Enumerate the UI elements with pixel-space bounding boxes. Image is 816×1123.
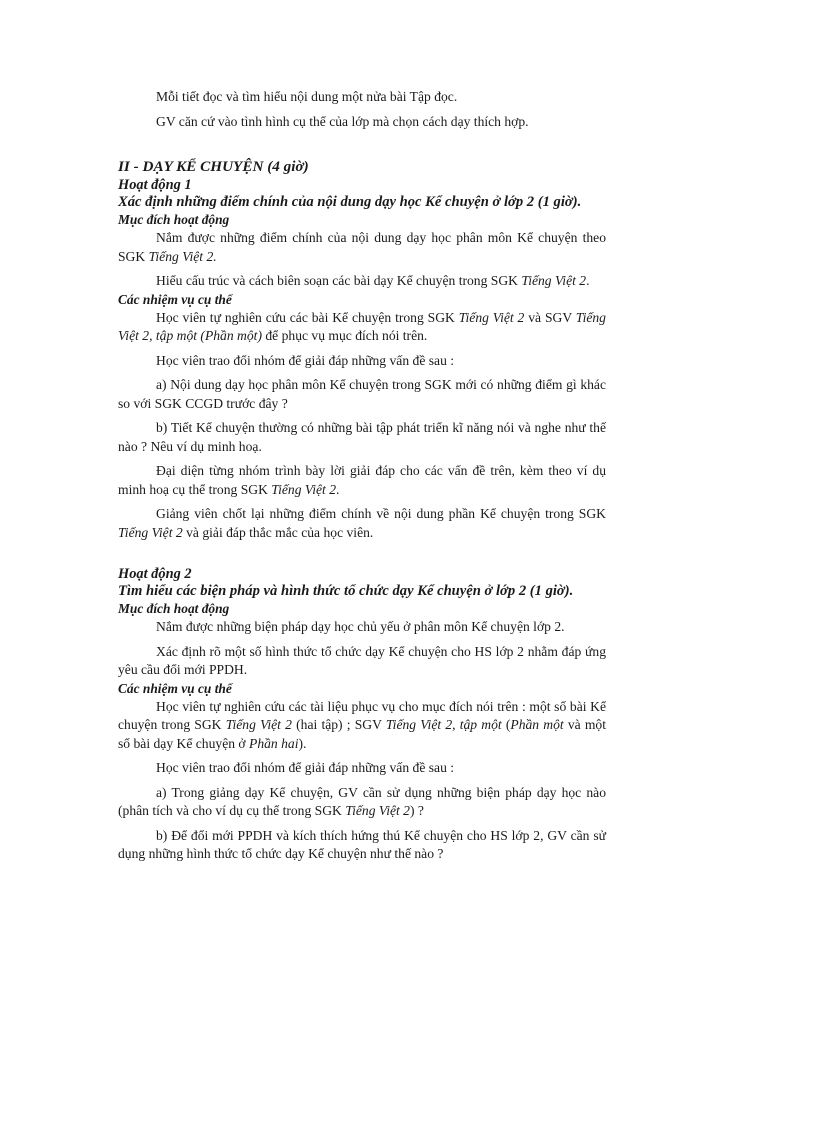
activity-1-task-2: Học viên trao đổi nhóm để giải đáp những vấn đề sau :	[156, 352, 455, 368]
activity-2-tasks-heading: Các nhiệm vụ cụ thể	[118, 680, 232, 696]
activity-2-purpose-heading: Mục đích hoạt động	[118, 601, 230, 616]
activity-2-task-1: Học viên tự nghiên cứu các tài liệu phục vụ cho mục đích nói trên : một số bài Kể chuyện trong SGK Tiếng Việt 2 (hai tập) ; SGV Tiếng Việt 2, tập một (Phần một và một số bài dạy Kể chuyện ở Phần hai).	[118, 698, 606, 751]
activity-2-task-2a: a) Trong giảng dạy Kể chuyện, GV cần sử dụng những biện pháp dạy học nào (phân tích và cho ví dụ cụ thể trong SGK Tiếng Việt 2) ?	[118, 784, 606, 818]
activity-2-task-2b: b) Để đổi mới PPDH và kích thích hứng thú Kể chuyện cho HS lớp 2, GV cần sử dụng những hình thức tổ chức dạy Kể chuyện như thế nào ?	[118, 827, 606, 861]
activity-1-label: Hoạt động 1	[118, 177, 192, 193]
intro-paragraph-1: Mỗi tiết đọc và tìm hiểu nội dung một nửa bài Tập đọc.	[156, 89, 458, 104]
activity-2-task-2: Học viên trao đổi nhóm để giải đáp những vấn đề sau :	[156, 760, 455, 775]
activity-1-purpose-1: Nắm được những điểm chính của nội dung dạy học phân môn Kể chuyện theo SGK Tiếng Việt 2.	[118, 230, 606, 264]
activity-1-title: Xác định những điểm chính của nội dung dạy học Kể chuyện ở lớp 2 (1 giờ).	[118, 194, 582, 210]
document-page	[118, 88, 606, 864]
activity-1-purpose-2: Hiểu cấu trúc và cách biên soạn các bài dạy Kể chuyện trong SGK Tiếng Việt 2.	[156, 273, 590, 288]
activity-2-label: Hoạt động 2	[118, 566, 192, 582]
activity-1-task-2b: b) Tiết Kể chuyện thường có những bài tập phát triển kĩ năng nói và nghe như thế nào ? Nêu ví dụ minh hoạ.	[118, 420, 606, 454]
activity-1-task-4: Giảng viên chốt lại những điểm chính về nội dung phần Kể chuyện trong SGK Tiếng Việt 2 và giải đáp thắc mắc của học viên.	[118, 506, 606, 540]
activity-2-purpose-2: Xác định rõ một số hình thức tổ chức dạy Kể chuyện cho HS lớp 2 nhằm đáp ứng yêu cầu đổi mới PPDH.	[118, 643, 606, 677]
activity-2-purpose-1: Nắm được những biện pháp dạy học chủ yếu ở phân môn Kể chuyện lớp 2.	[156, 619, 565, 634]
intro-paragraph-2: GV căn cứ vào tình hình cụ thể của lớp mà chọn cách dạy thích hợp.	[156, 113, 529, 129]
activity-1-task-3: Đại diện từng nhóm trình bày lời giải đáp cho các vấn đề trên, kèm theo ví dụ minh hoạ cụ thể trong SGK Tiếng Việt 2.	[118, 463, 606, 497]
activity-1-purpose-heading: Mục đích hoạt động	[118, 212, 230, 227]
activity-1-task-1: Học viên tự nghiên cứu các bài Kể chuyện trong SGK Tiếng Việt 2 và SGV Tiếng Việt 2, tập một (Phần một) để phục vụ mục đích nói trên.	[118, 309, 606, 343]
activity-1-task-2a: a) Nội dung dạy học phân môn Kể chuyện trong SGK mới có những điểm gì khác so với SGK CCGD trước đây ?	[118, 377, 606, 411]
section-title: II - DẠY KỂ CHUYỆN (4 giờ)	[118, 158, 309, 175]
activity-2-title: Tìm hiểu các biện pháp và hình thức tổ chức dạy Kể chuyện ở lớp 2 (1 giờ).	[118, 583, 574, 599]
activity-1-tasks-heading: Các nhiệm vụ cụ thể	[118, 291, 232, 307]
